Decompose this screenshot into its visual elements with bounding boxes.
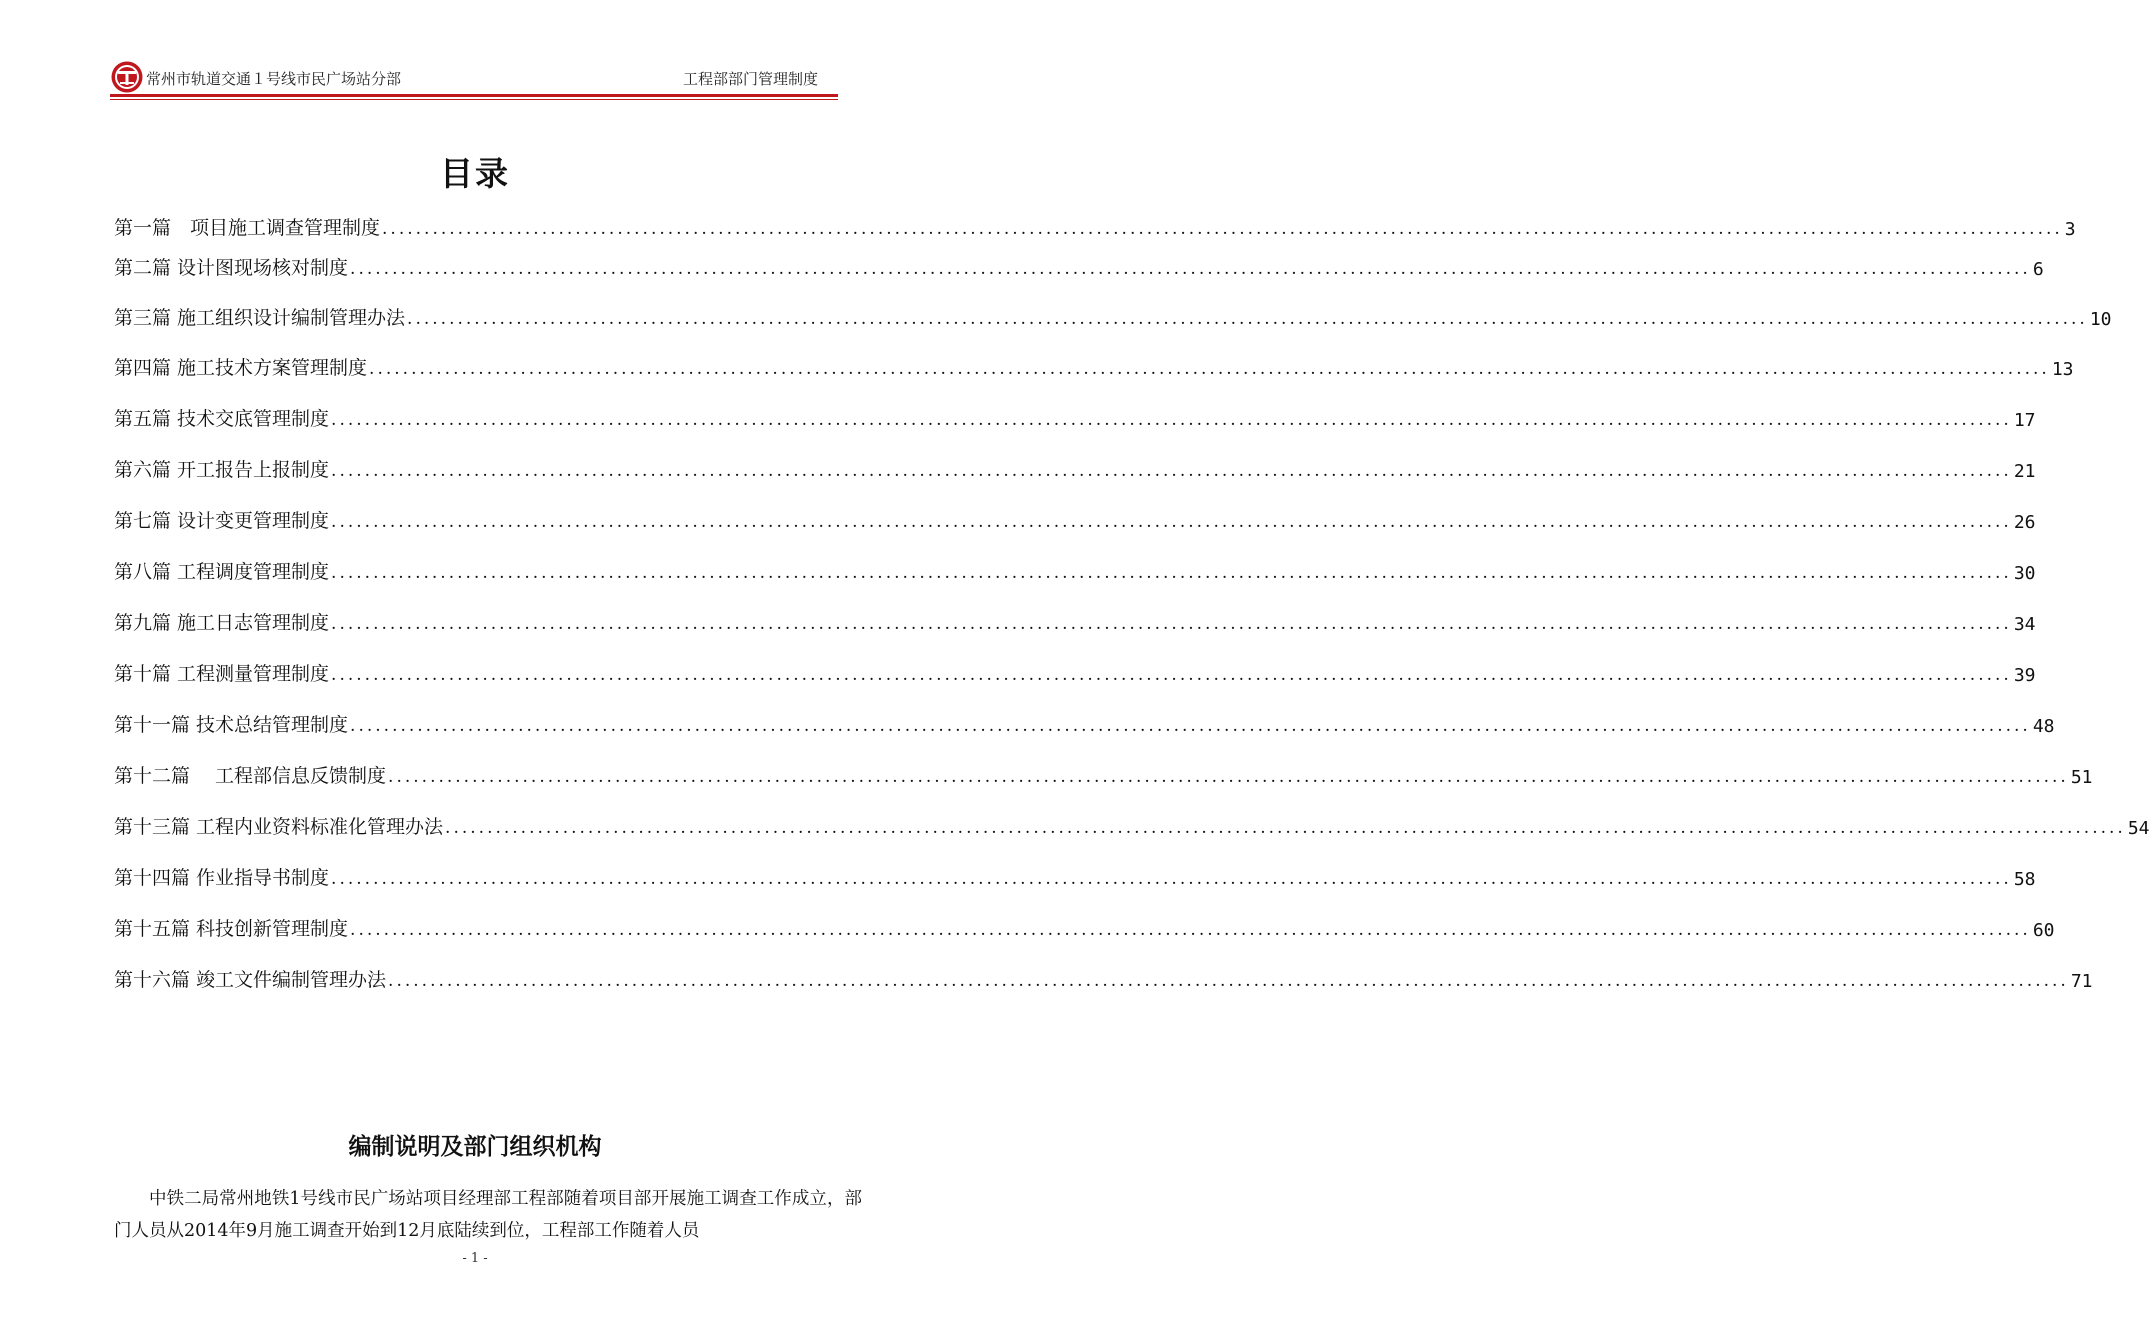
toc-entry-label: 第十三篇 工程内业资料标准化管理办法	[114, 816, 444, 838]
toc-leader-dots: ........................................................................................................................................................................................................	[388, 767, 2069, 787]
toc-entry-label: 第十一篇 技术总结管理制度	[114, 714, 349, 736]
header-document-title: 工程部部门管理制度	[682, 70, 818, 88]
toc-entry[interactable]	[114, 554, 2036, 584]
toc-leader-dots: ........................................................................................................................................................................................................	[407, 309, 2088, 329]
toc-entry-page: 13	[2051, 359, 2074, 380]
toc-entry[interactable]	[114, 210, 2076, 240]
header-project-name: 常州市轨道交通１号线市民广场站分部	[146, 70, 402, 88]
toc-leader-dots: ........................................................................................................................................................................................................	[331, 461, 2012, 481]
toc-entry[interactable]	[114, 809, 2150, 839]
toc-leader-dots: ........................................................................................................................................................................................................	[369, 359, 2050, 379]
toc-entry-label: 第十五篇 科技创新管理制度	[114, 918, 349, 940]
toc-leader-dots: ........................................................................................................................................................................................................	[445, 818, 2126, 838]
toc-leader-dots: ........................................................................................................................................................................................................	[350, 259, 2031, 279]
toc-leader-dots: ........................................................................................................................................................................................................	[350, 920, 2031, 940]
toc-entry[interactable]	[114, 503, 2036, 533]
toc-entry-page: 3	[2064, 219, 2076, 240]
toc-entry[interactable]	[114, 911, 2055, 941]
toc-entry[interactable]	[114, 350, 2074, 380]
toc-leader-dots: ........................................................................................................................................................................................................	[331, 512, 2012, 532]
toc-entry[interactable]	[114, 300, 2112, 330]
page-header	[110, 58, 838, 98]
header-divider-thin	[110, 99, 838, 100]
toc-entry-page: 26	[2013, 512, 2036, 533]
toc-entry-page: 60	[2032, 920, 2055, 941]
toc-entry-label: 第四篇 施工技术方案管理制度	[114, 357, 368, 379]
toc-entry-page: 48	[2032, 716, 2055, 737]
toc-entry[interactable]	[114, 707, 2055, 737]
toc-entry[interactable]	[114, 860, 2036, 890]
page-number: - 1 -	[462, 1251, 488, 1266]
toc-leader-dots: ........................................................................................................................................................................................................	[350, 716, 2031, 736]
toc-entry-page: 39	[2013, 665, 2036, 686]
toc-leader-dots: ........................................................................................................................................................................................................	[388, 971, 2069, 991]
toc-leader-dots: ........................................................................................................................................................................................................	[331, 869, 2012, 889]
toc-entry[interactable]	[114, 605, 2036, 635]
toc-entry-label: 第二篇 设计图现场核对制度	[114, 257, 349, 279]
toc-entry-label: 第十六篇 竣工文件编制管理办法	[114, 969, 387, 991]
toc-entry-label: 第九篇 施工日志管理制度	[114, 612, 330, 634]
toc-entry[interactable]	[114, 656, 2036, 686]
toc-entry[interactable]	[114, 401, 2036, 431]
toc-title: 目录	[440, 154, 510, 193]
section-title: 编制说明及部门组织机构	[348, 1134, 602, 1160]
toc-leader-dots: ........................................................................................................................................................................................................	[331, 563, 2012, 583]
toc-entry-page: 58	[2013, 869, 2036, 890]
toc-entry-label: 第七篇 设计变更管理制度	[114, 510, 330, 532]
toc-entry-label: 第一篇 项目施工调查管理制度	[114, 217, 381, 239]
company-logo-icon	[110, 60, 144, 94]
toc-entry-label: 第十二篇 工程部信息反馈制度	[114, 765, 387, 787]
toc-entry-page: 71	[2070, 971, 2093, 992]
toc-leader-dots: ........................................................................................................................................................................................................	[331, 614, 2012, 634]
toc-entry-page: 10	[2089, 309, 2112, 330]
toc-leader-dots: ........................................................................................................................................................................................................	[382, 219, 2063, 239]
toc-entry-page: 6	[2032, 259, 2044, 280]
toc-entry-label: 第五篇 技术交底管理制度	[114, 408, 330, 430]
toc-entry-page: 21	[2013, 461, 2036, 482]
toc-entry-page: 30	[2013, 563, 2036, 584]
section-paragraph: 中铁二局常州地铁1号线市民广场站项目经理部工程部随着项目部开展施工调查工作成立，部门人员从2014年9月施工调查开始到12月底陆续到位，工程部工作随着人员	[114, 1189, 862, 1241]
toc-entry[interactable]	[114, 250, 2044, 280]
toc-leader-dots: ........................................................................................................................................................................................................	[331, 410, 2012, 430]
toc-entry-page: 51	[2070, 767, 2093, 788]
header-divider	[110, 94, 838, 97]
toc-entry-label: 第三篇 施工组织设计编制管理办法	[114, 307, 406, 329]
toc-entry-label: 第十四篇 作业指导书制度	[114, 867, 330, 889]
toc-leader-dots: ........................................................................................................................................................................................................	[331, 665, 2012, 685]
toc-entry[interactable]	[114, 452, 2036, 482]
toc-entry[interactable]	[114, 758, 2093, 788]
toc-entry-page: 54	[2127, 818, 2150, 839]
toc-entry-label: 第十篇 工程测量管理制度	[114, 663, 330, 685]
toc-entry-label: 第六篇 开工报告上报制度	[114, 459, 330, 481]
toc-entry-page: 17	[2013, 410, 2036, 431]
toc-entry-page: 34	[2013, 614, 2036, 635]
toc-entry-label: 第八篇 工程调度管理制度	[114, 561, 330, 583]
toc-entry[interactable]	[114, 962, 2093, 992]
